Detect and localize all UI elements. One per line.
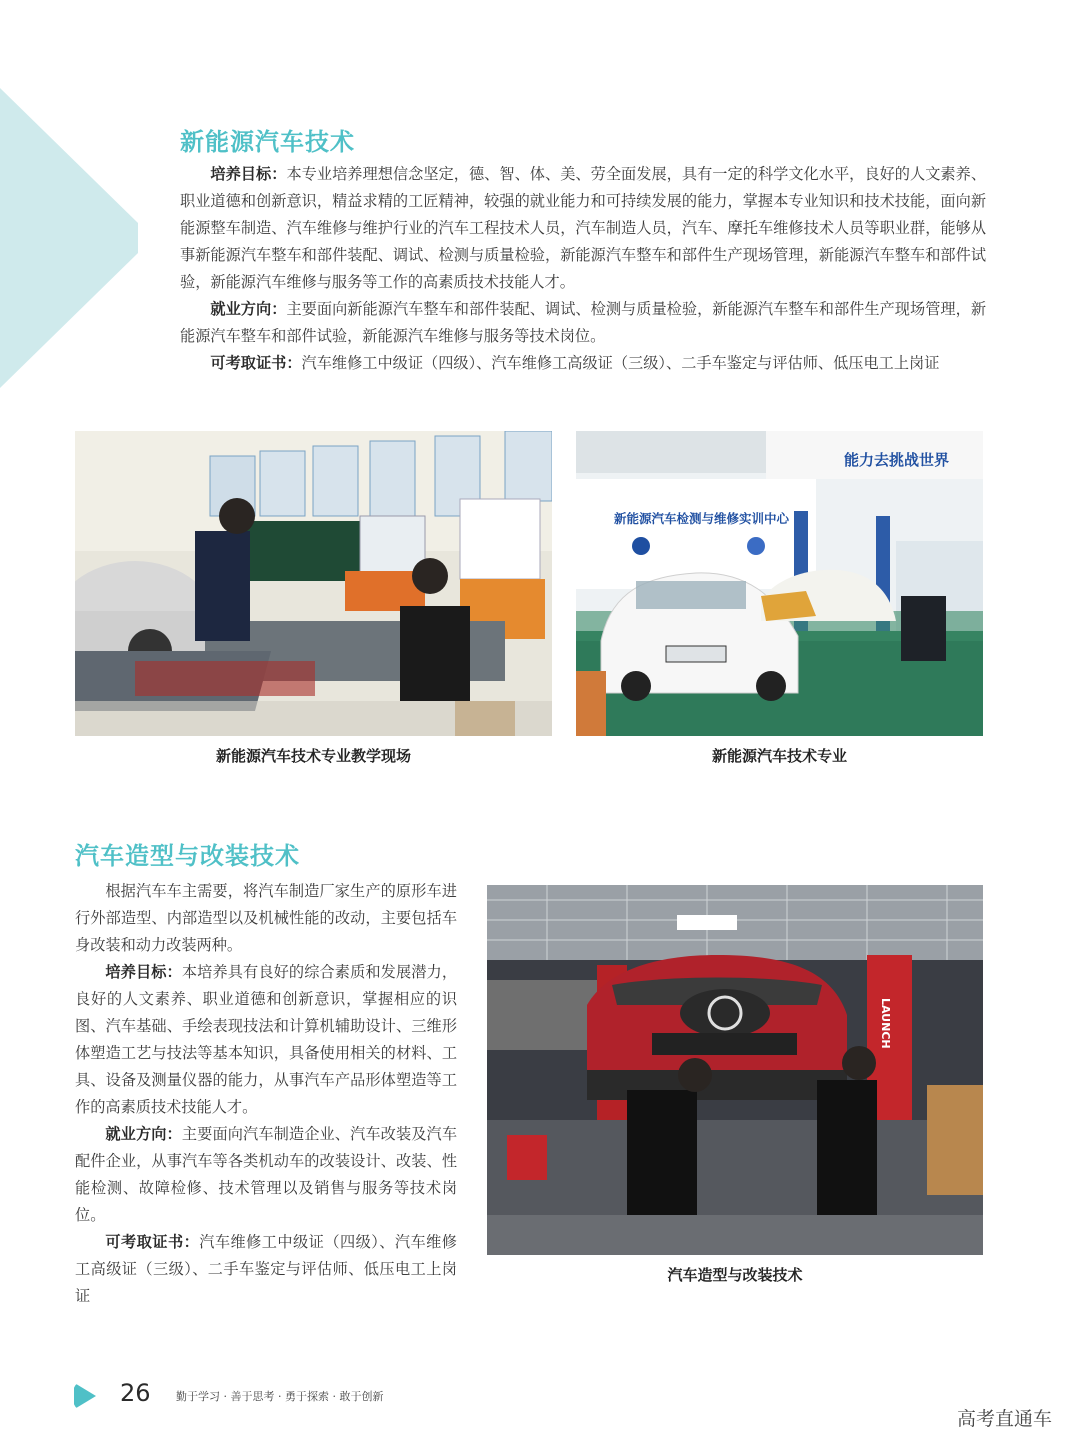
section2-cert-paragraph [75,1229,457,1310]
page-number: 26 [120,1379,151,1407]
section2-intro-paragraph: 根据汽车车主需要，将汽车制造厂家生产的原形车进行外部造型、内部造型以及机械性能的改动，主要包括车身改装和动力改装两种。 [75,882,457,954]
photo2-caption: 新能源汽车技术专业 [711,747,847,765]
job-label: 就业方向： [210,300,287,318]
slogan-text: 能力去挑战世界 [844,451,950,469]
photo1-caption: 新能源汽车技术专业教学现场 [215,747,411,765]
goal-label: 培养目标： [210,165,287,183]
photo-training-center [576,431,983,736]
goal-text-2: 本培养具有良好的综合素质和发展潜力，良好的人文素养、职业道德和创新意识，掌握相应的识图、汽车基础、手绘表现技法和计算机辅助设计、三维形体塑造工艺与技法等基本知识，具备使用相关的材料、工具、设备及测量仪器的能力，从事汽车产品形体塑造等工作的高素质技术技能人才。 [75,963,458,1116]
training-center-illustration [576,431,983,736]
job-text-2: 主要面向汽车制造企业、汽车改装及汽车配件企业，从事汽车等各类机动车的改装设计、改装、性能检测、故障检修、技术管理以及销售与服务等技术岗位。 [75,1125,458,1224]
photo-teaching-scene [75,431,552,736]
job-text: 主要面向新能源汽车整车和部件装配、调试、检测与质量检验，新能源汽车整车和部件生产现场管理，新能源汽车整车和部件试验，新能源汽车维修与服务等技术岗位。 [180,300,987,345]
section2-goal-paragraph [75,959,457,1121]
goal-text: 本专业培养理想信念坚定，德、智、体、美、劳全面发展，具有一定的科学文化水平，良好的人文素养、职业道德和创新意识，精益求精的工匠精神，较强的就业能力和可持续发展的能力，掌握本专业知识和技术技能，面向新能源整车制造、汽车维修与维护行业的汽车工程技术人员，汽车制造人员，汽车、摩托车维修技术人员等职业群，能够从事新能源汽车整车和部件装配、调试、检测与质量检验，新能源汽车整车和部件生产现场管理，新能源汽车整车和部件试验，新能源汽车维修与服务等工作的高素质技术技能人才。 [180,165,987,291]
section-title-car-styling: 汽车造型与改装技术 [75,842,300,870]
training-center-banner: 新能源汽车检测与维修实训中心 [614,511,790,526]
cert-text: 汽车维修工中级证（四级）、汽车维修工高级证（三级）、二手车鉴定与评估师、低压电工上岗证 [301,354,940,372]
motto-text: 勤于学习 · 善于思考 · 勇于探索 · 敢于创新 [176,1390,384,1403]
lift-brand-label: LAUNCH [879,998,892,1049]
section1-goal-paragraph [180,161,986,296]
section1-job-paragraph [180,296,986,350]
section2-job-paragraph [75,1121,457,1229]
car-modification-illustration [487,885,983,1255]
cert-text-2: 汽车维修工中级证（四级）、汽车维修工高级证（三级）、二手车鉴定与评估师、低压电工上岗证 [75,1233,457,1305]
photo3-caption: 汽车造型与改装技术 [667,1266,803,1284]
cert-label: 可考取证书： [210,354,302,372]
goal-label-2: 培养目标： [105,963,182,981]
cert-label-2: 可考取证书： [105,1233,200,1251]
decorative-side-tab [0,88,138,388]
teaching-scene-illustration [75,431,552,736]
section1-cert-paragraph [180,350,986,377]
watermark-text: 高考直通车 [956,1408,1052,1430]
section-title-new-energy: 新能源汽车技术 [180,128,355,156]
job-label-2: 就业方向： [105,1125,182,1143]
photo-car-modification [487,885,983,1255]
page-arrow-icon [74,1384,96,1408]
